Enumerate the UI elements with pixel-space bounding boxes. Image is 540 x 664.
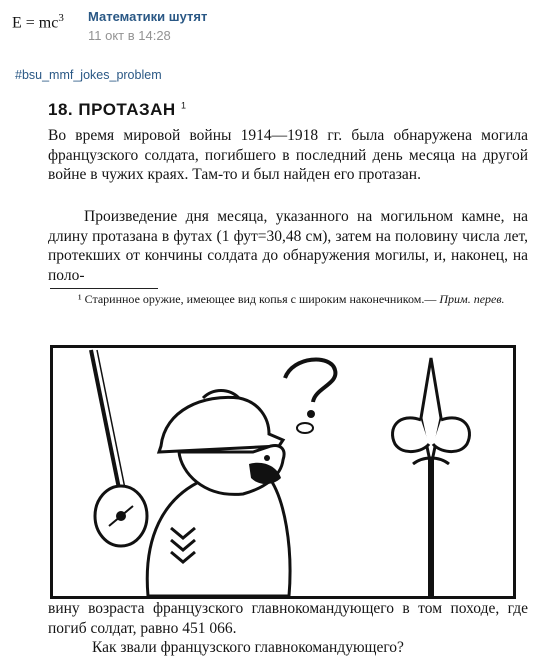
avatar-exponent: 3 xyxy=(58,12,64,24)
footnote-note: Прим. перев. xyxy=(439,292,505,306)
illustration xyxy=(50,345,516,599)
book-page-image xyxy=(0,92,540,664)
soldier-and-partisan-drawing xyxy=(53,348,513,596)
footnote-text: ¹ Старинное оружие, имеющее вид копья с широким наконечником.— xyxy=(78,292,437,306)
post-date-link[interactable]: 11 окт в 14:28 xyxy=(88,28,171,43)
post-header xyxy=(0,0,540,60)
paragraph-3: вину возраста французского главнокомандующего в том походе, где погиб солдат, равно 451 066. xyxy=(48,600,528,637)
hashtag-link[interactable]: #bsu_mmf_jokes_problem xyxy=(15,68,162,82)
question-text: Как звали французского главнокомандующего? xyxy=(92,639,404,656)
question-mark-icon xyxy=(285,360,335,433)
footnote-mark: 1 xyxy=(180,100,187,111)
soldier-icon xyxy=(147,391,290,597)
paragraph-2: Произведение дня месяца, указанного на могильном камне, на длину протазана в футах (1 фут=30,48 см), затем на половину числа лет, протекших от кончины солдата до обнаружения могилы, и, наконец, на поло- xyxy=(48,208,528,284)
backpack-icon xyxy=(95,486,147,546)
group-avatar[interactable] xyxy=(12,12,74,42)
avatar-text: E = mc xyxy=(12,14,59,32)
group-name-link[interactable]: Математики шутят xyxy=(88,9,208,24)
footnote-divider xyxy=(50,288,158,289)
paragraph-1: Во время мировой войны 1914—1918 гг. была обнаружена могила французского солдата, погибшего в последний день месяца на другой войне в чужих краях. Там-то и был найден его протазан. xyxy=(48,127,528,183)
problem-title-text: 18. ПРОТАЗАН xyxy=(48,100,176,119)
problem-title xyxy=(48,100,186,120)
partisan-icon xyxy=(393,358,470,596)
footnote xyxy=(50,291,520,308)
